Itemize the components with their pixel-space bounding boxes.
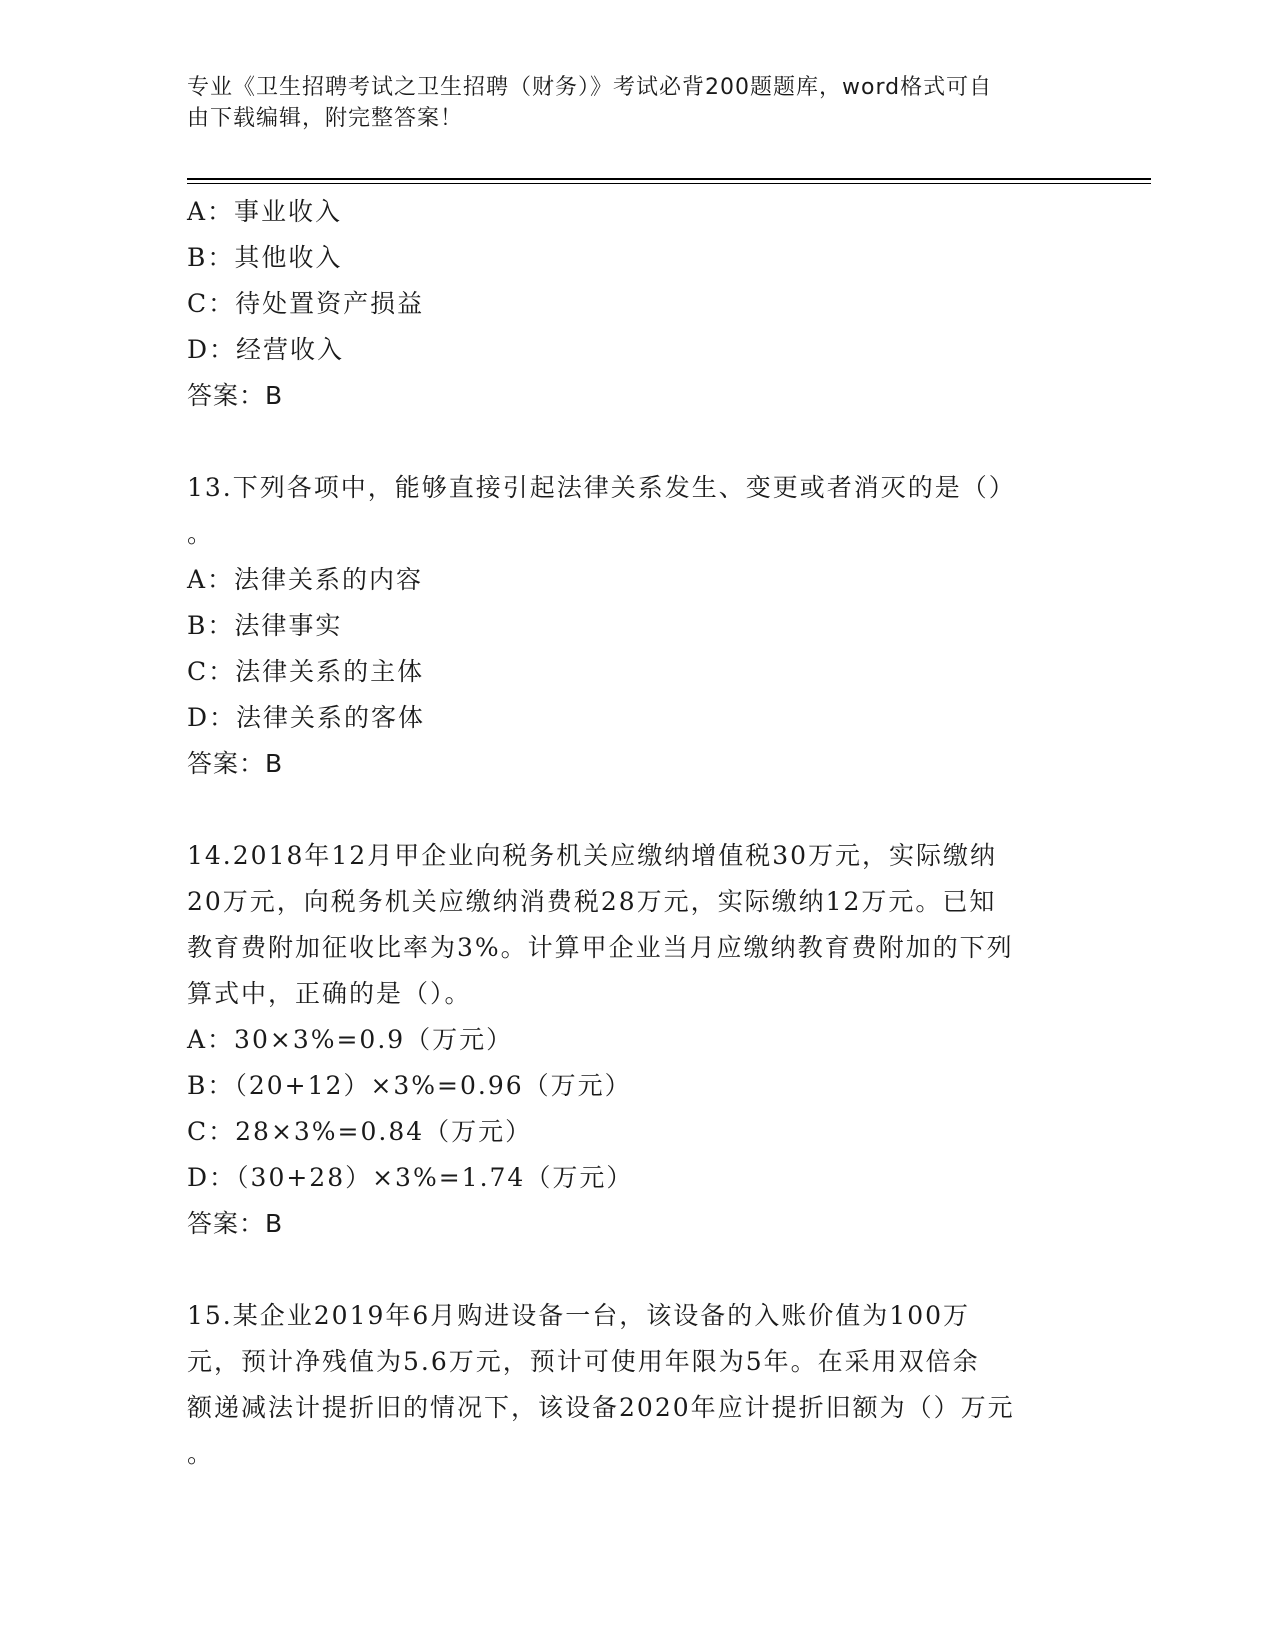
question-stem-line: 14.2018年12月甲企业向税务机关应缴纳增值税30万元，实际缴纳 (187, 841, 998, 870)
question-stem-line: 教育费附加征收比率为3%。计算甲企业当月应缴纳教育费附加的下列 (187, 933, 1014, 962)
question-stem-line: 15.某企业2019年6月购进设备一台，该设备的入账价值为100万 (187, 1301, 971, 1330)
option-c: C：法律关系的主体 (187, 657, 425, 686)
option-a: A：法律关系的内容 (187, 565, 424, 594)
answer-label: 答案：B (187, 749, 284, 778)
spacer (187, 787, 1067, 833)
option-d: D：（30+28）×3%=1.74（万元） (187, 1163, 634, 1192)
question-stem-line: 额递减法计提折旧的情况下，该设备2020年应计提折旧额为（）万元 (187, 1393, 1015, 1422)
option-a: A：事业收入 (187, 197, 343, 226)
option-b: B：其他收入 (187, 243, 343, 272)
question-stem-line: 算式中，正确的是（）。 (187, 979, 472, 1008)
question-stem-line: 20万元，向税务机关应缴纳消费税28万元，实际缴纳12万元。已知 (187, 887, 997, 916)
answer-label: 答案：B (187, 1209, 284, 1238)
option-c: C：28×3%=0.84（万元） (187, 1117, 533, 1146)
option-a: A：30×3%=0.9（万元） (187, 1025, 514, 1054)
option-d: D：经营收入 (187, 335, 345, 364)
option-b: B：法律事实 (187, 611, 343, 640)
option-b: B：（20+12）×3%=0.96（万元） (187, 1071, 632, 1100)
spacer (187, 419, 1067, 465)
question-15 (187, 1293, 1067, 1477)
question-14 (187, 833, 1067, 1247)
question-stem-line: 元，预计净残值为5.6万元，预计可使用年限为5年。在采用双倍余 (187, 1347, 980, 1376)
option-d: D：法律关系的客体 (187, 703, 426, 732)
question-stem-line: 。 (187, 519, 215, 548)
document-header (187, 72, 1067, 134)
spacer (187, 1247, 1067, 1293)
question-content (187, 189, 1067, 1477)
header-line-1: 专业《卫生招聘考试之卫生招聘（财务）》考试必背200题题库，word格式可自 (187, 75, 993, 100)
header-divider-thick (187, 178, 1151, 180)
question-stem-line: 。 (187, 1439, 215, 1468)
question-13 (187, 465, 1067, 787)
option-c: C：待处置资产损益 (187, 289, 425, 318)
header-divider-thin (187, 183, 1151, 184)
question-stem-line: 13.下列各项中，能够直接引起法律关系发生、变更或者消灭的是（） (187, 473, 1016, 502)
question-12 (187, 189, 1067, 419)
answer-label: 答案：B (187, 381, 284, 410)
header-line-2: 由下载编辑，附完整答案！ (187, 106, 464, 131)
